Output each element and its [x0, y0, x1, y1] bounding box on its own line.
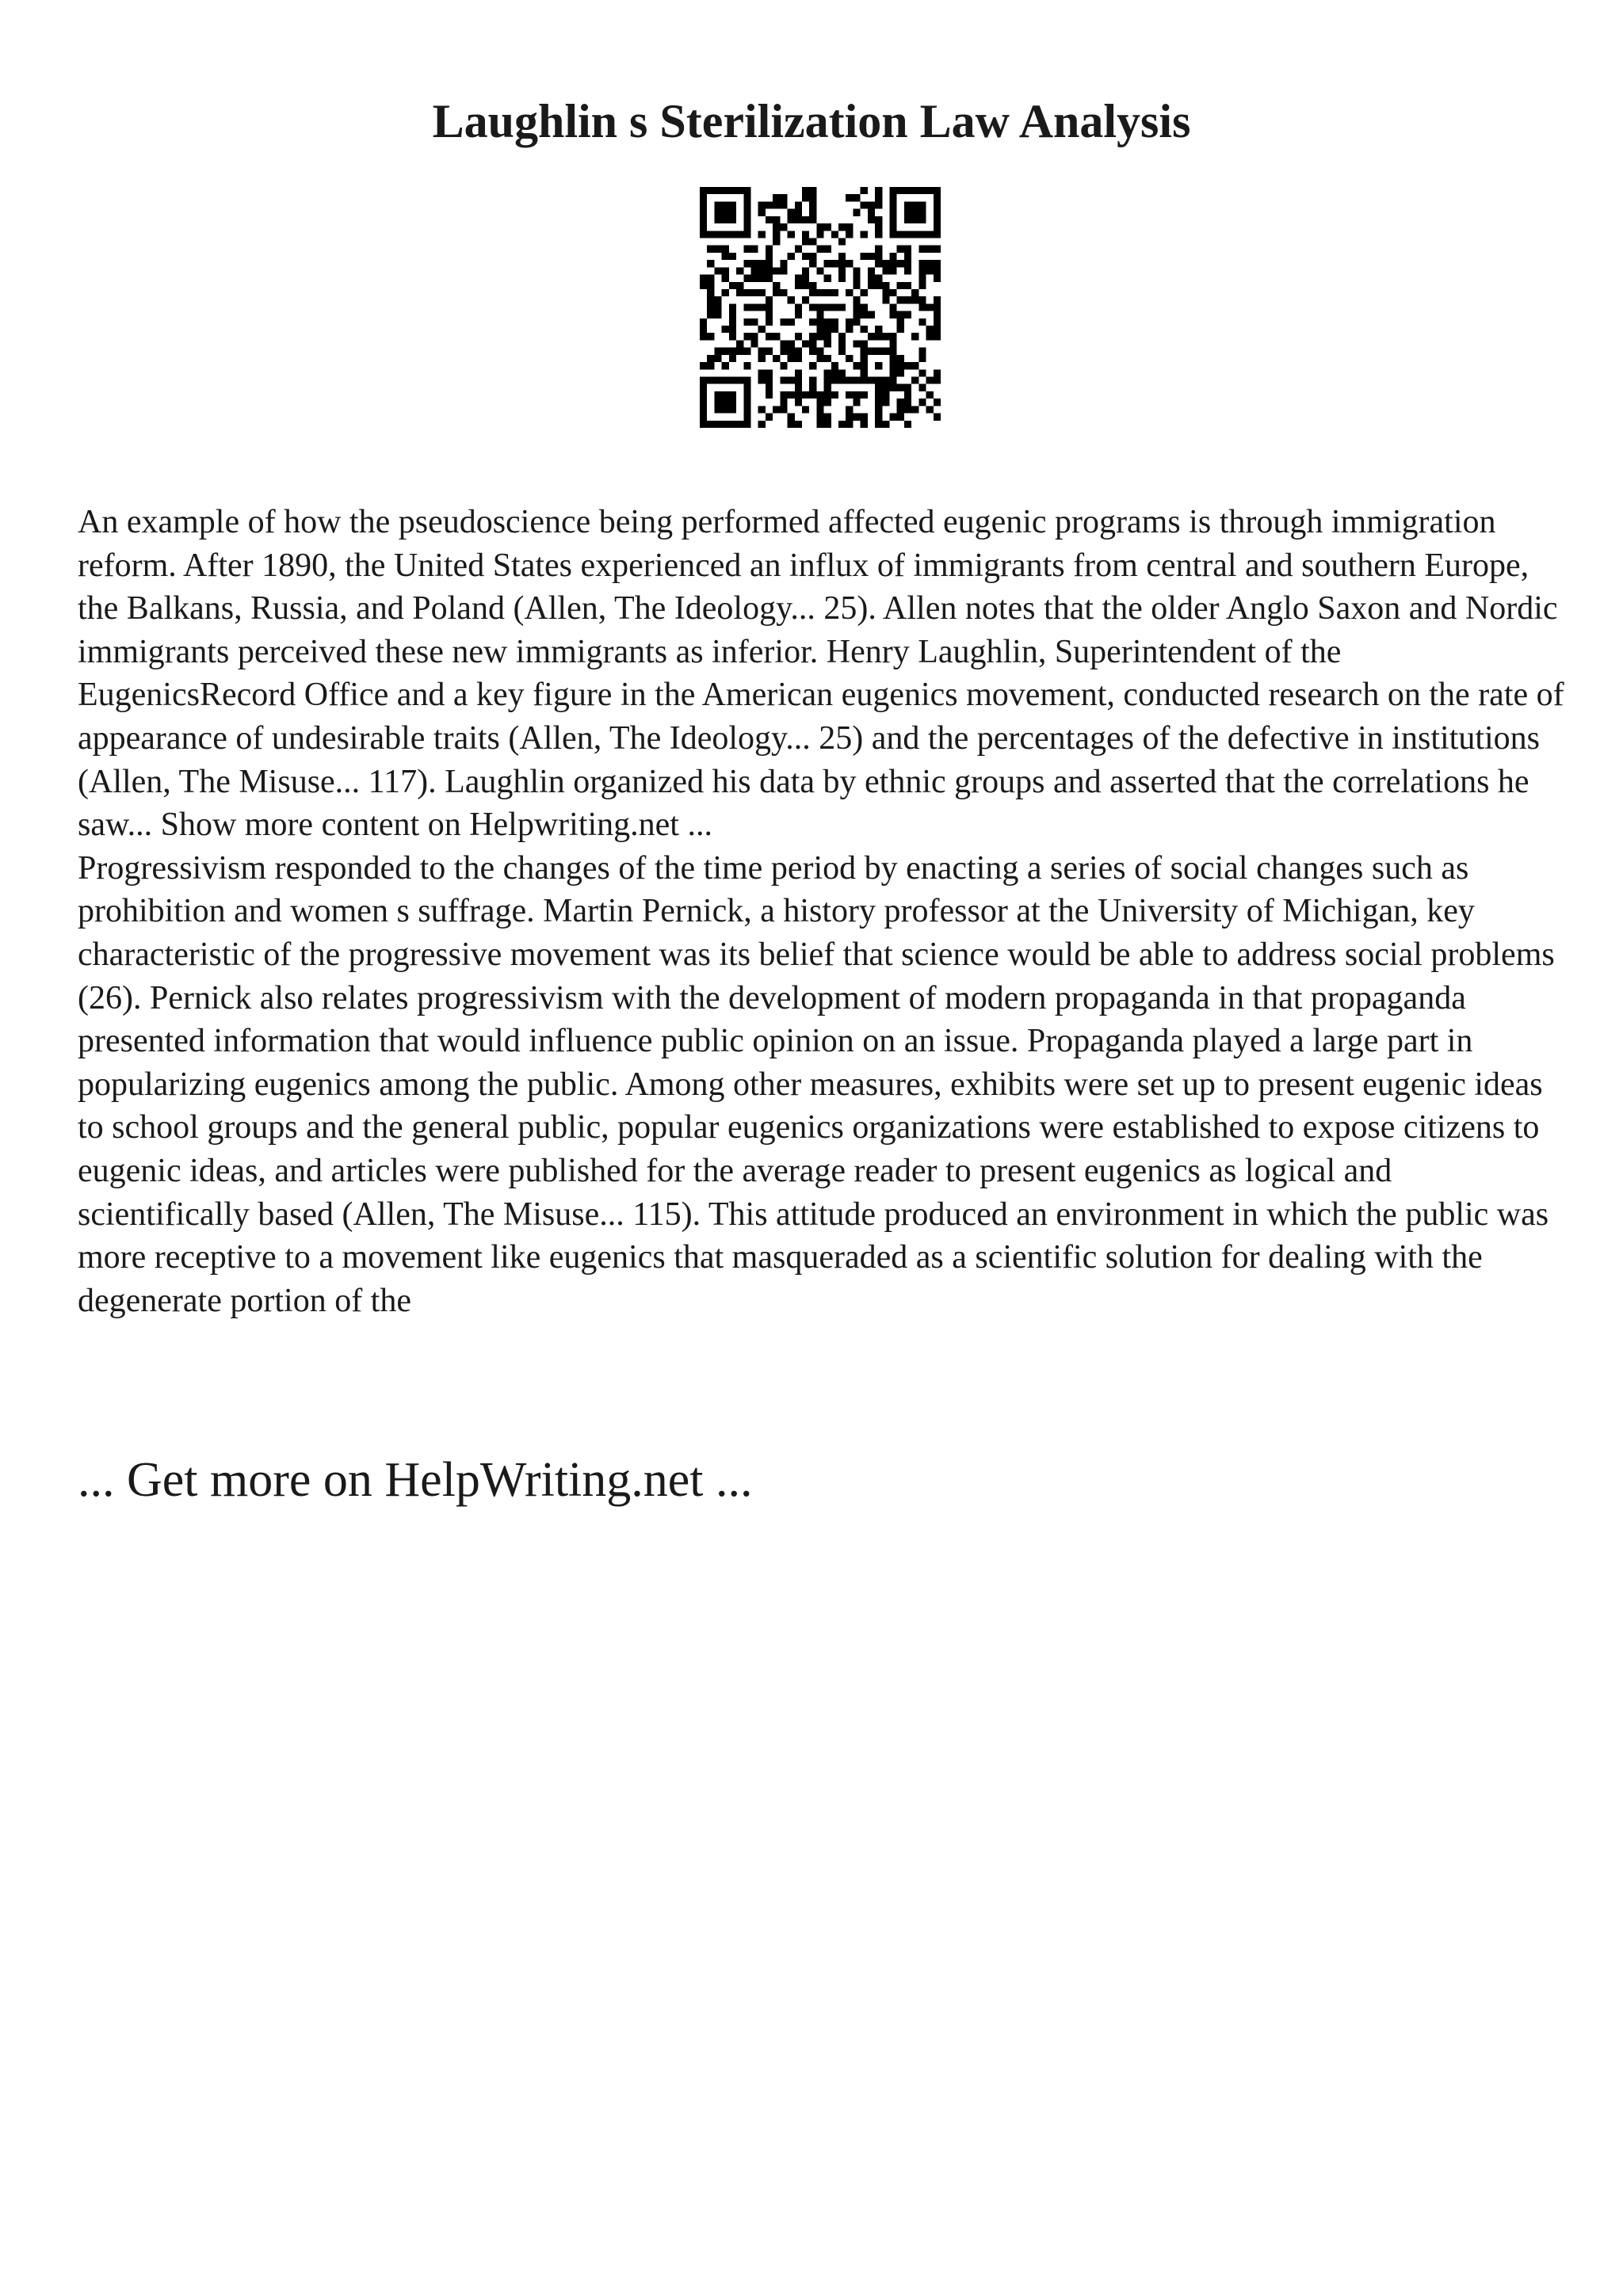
qr-code-icon [700, 187, 941, 428]
paragraph-2: Progressivism responded to the changes of the time period by enacting a series of social changes such as prohibition and women s suffrage. Martin Pernick, a history professor at the University of Michigan, key characteristic of the progressive movement was its belief that science would be able to address social problems (26). Pernick also relates progressivism with the development of modern propaganda in that propaganda presented information that would influence public opinion on an issue. Propaganda played a large part in popularizing eugenics among the public. Among other measures, exhibits were set up to present eugenic ideas to school groups and the general public, popular eugenics organizations were established to expose citizens to eugenic ideas, and articles were published for the average reader to present eugenics as logical and scientifically based (Allen, The Misuse... 115). This attitude produced an environment in which the public was more receptive to a movement like eugenics that masqueraded as a scientific solution for dealing with the degenerate portion of the [78, 849, 1555, 1319]
paragraph-1: An example of how the pseudoscience being performed affected eugenic programs is through immigration reform. After 1890, the United States experienced an influx of immigrants from central and southern Europe, the Balkans, Russia, and Poland (Allen, The Ideology... 25). Allen notes that the older Anglo Saxon and Nordic immigrants perceived these new immigrants as inferior. Henry Laughlin, Superintendent of the EugenicsRecord Office and a key figure in the American eugenics movement, conducted research on the rate of appearance of undesirable traits (Allen, The Ideology... 25) and the percentages of the defective in institutions (Allen, The Misuse... 117). Laughlin organized his data by ethnic groups and asserted that the correlations he saw... Show more content on Helpwriting.net ... [78, 504, 1564, 844]
page-title: Laughlin s Sterilization Law Analysis [432, 95, 1191, 147]
qr-code-graphic [700, 187, 941, 428]
article-body [78, 501, 1568, 1322]
get-more-link[interactable]: ... Get more on HelpWriting.net ... [78, 1453, 753, 1507]
